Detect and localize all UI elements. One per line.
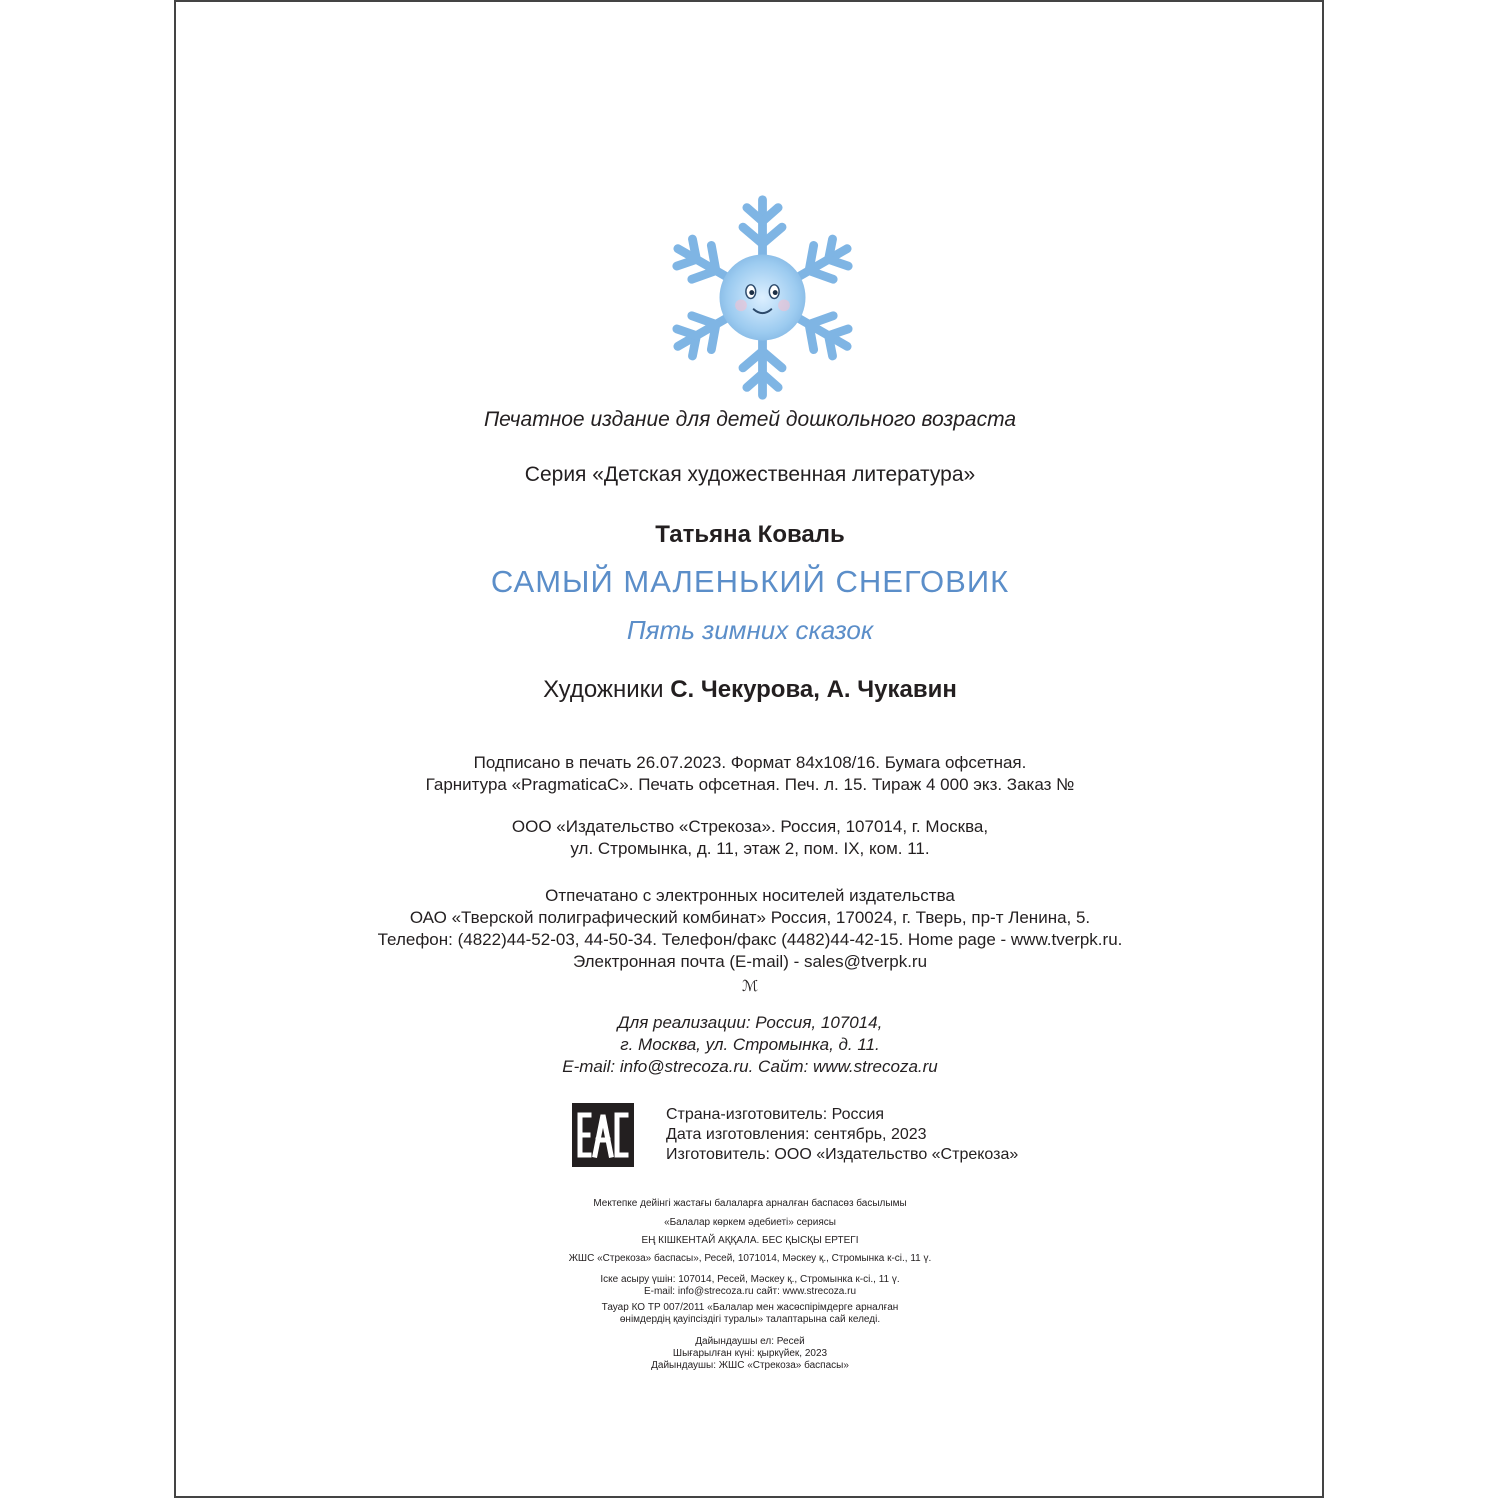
printer-line: Телефон: (4822)44-52-03, 44-50-34. Телефон/факс (4482)44-42-15. Home page - www.tverpk.ru. bbox=[377, 930, 1123, 949]
sales-line: E-mail: info@strecoza.ru. Сайт: www.strecoza.ru bbox=[562, 1057, 938, 1076]
print-info bbox=[176, 752, 1324, 796]
kazakh-line: Мектепке дейінгі жастағы балаларға арналған баспасөз басылымы bbox=[593, 1198, 907, 1209]
kazakh-line: өнімдердің қауіпсіздігі туралы» талаптарына сай келеді. bbox=[619, 1314, 881, 1325]
kazakh-line: Дайындаушы: ЖШС «Стрекоза» баспасы» bbox=[651, 1360, 849, 1371]
publisher-line: ул. Стромынка, д. 11, этаж 2, пом. IX, ком. 11. bbox=[570, 839, 930, 858]
publisher-line: ООО «Издательство «Стрекоза». Россия, 107014, г. Москва, bbox=[511, 817, 989, 836]
series-line: Серия «Детская художественная литература» bbox=[524, 463, 976, 486]
manufacturer-line: Страна-изготовитель: Россия bbox=[666, 1106, 885, 1123]
snowflake-illustration bbox=[655, 190, 870, 405]
book-title: САМЫЙ МАЛЕНЬКИЙ СНЕГОВИК bbox=[490, 564, 1010, 599]
artists-label: Художники bbox=[543, 676, 664, 703]
kazakh-line: E-mail: info@strecoza.ru сайт: www.strecoza.ru bbox=[643, 1286, 857, 1297]
printer-info bbox=[176, 885, 1324, 973]
kazakh-line: «Балалар көркем әдебиеті» сериясы bbox=[664, 1217, 836, 1228]
kazakh-line: ЕҢ КІШКЕНТАЙ АҚҚАЛА. БЕС ҚЫСҚЫ ЕРТЕГІ bbox=[641, 1235, 859, 1246]
kazakh-line: Шығарылған күні: қыркүйек, 2023 bbox=[672, 1348, 828, 1359]
sales-info bbox=[176, 1012, 1324, 1078]
print-info-line: Гарнитура «PragmaticaC». Печать офсетная. Печ. л. 15. Тираж 4 000 экз. Заказ № bbox=[425, 775, 1075, 794]
kazakh-line: Тауар КО ТР 007/2011 «Балалар мен жасөспірімдерге арналған bbox=[601, 1302, 899, 1313]
edition-note: Печатное издание для детей дошкольного возраста bbox=[483, 408, 1017, 431]
manufacturer-line: Изготовитель: ООО «Издательство «Стрекоза» bbox=[666, 1146, 1019, 1163]
kazakh-line: Іске асыру үшін: 107014, Ресей, Мәскеу қ., Стромынка к-сі., 11 ү. bbox=[600, 1274, 900, 1285]
artists-names: С. Чекурова, А. Чукавин bbox=[670, 676, 957, 703]
artists-line bbox=[176, 676, 1324, 704]
manufacturer-line: Дата изготовления: сентябрь, 2023 bbox=[666, 1126, 927, 1143]
print-info-line: Подписано в печать 26.07.2023. Формат 84x108/16. Бумага офсетная. bbox=[473, 753, 1027, 772]
printer-line: Электронная почта (E-mail) - sales@tverpk.ru bbox=[572, 952, 928, 971]
author-name: Татьяна Коваль bbox=[655, 521, 845, 548]
manufacturer-info bbox=[666, 1105, 1018, 1165]
eac-mark-icon bbox=[572, 1103, 634, 1167]
kazakh-info bbox=[176, 1198, 1324, 1372]
kazakh-line: Дайындаушы ел: Ресей bbox=[695, 1336, 805, 1347]
printer-line: ОАО «Тверской полиграфический комбинат» Россия, 170024, г. Тверь, пр-т Ленина, 5. bbox=[409, 908, 1091, 927]
sales-line: г. Москва, ул. Стромынка, д. 11. bbox=[620, 1035, 880, 1054]
publisher-info bbox=[176, 816, 1324, 860]
sales-line: Для реализации: Россия, 107014, bbox=[617, 1013, 883, 1032]
printer-logo-icon: ℳ bbox=[741, 978, 759, 995]
book-subtitle: Пять зимних сказок bbox=[626, 615, 874, 645]
printer-line: Отпечатано с электронных носителей издательства bbox=[545, 886, 955, 905]
kazakh-line: ЖШС «Стрекоза» баспасы», Ресей, 1071014, Мәскеу қ., Стромынка к-сі., 11 ү. bbox=[568, 1253, 932, 1264]
